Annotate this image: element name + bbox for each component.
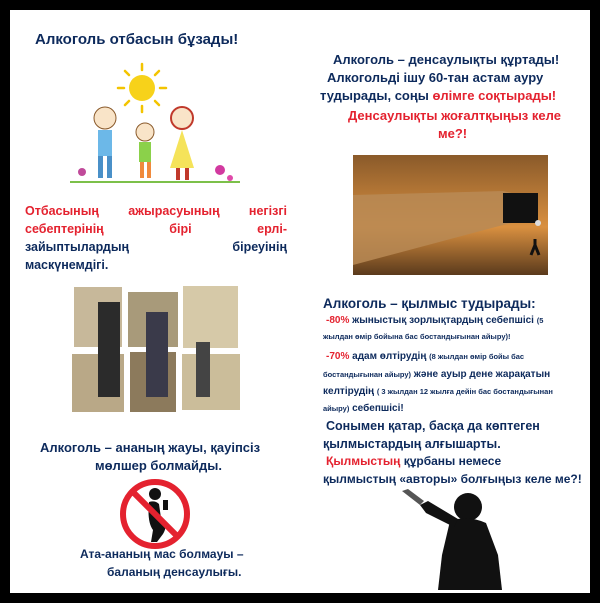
poster-page bbox=[10, 10, 590, 593]
bottle-sunset-photo bbox=[353, 155, 548, 275]
broken-family-photo bbox=[68, 282, 248, 417]
child-health-line-2: баланың денсаулығы. bbox=[107, 565, 242, 579]
divorce-line-1: Отбасының ажырасуының негізгі bbox=[25, 204, 287, 218]
crime-title: Алкоголь – қылмыс тудырады: bbox=[323, 296, 536, 311]
stat-70-line-2: бостандығынан айыру) және ауыр дене жарақатын bbox=[323, 369, 551, 380]
father-figure bbox=[94, 107, 116, 178]
health-line-3: тудырады, соңы өлімге соқтырады! bbox=[320, 88, 557, 103]
stat-70-line-4: айыру) себепшісі! bbox=[323, 403, 404, 414]
victim-line-1: Қылмыстың құрбаны немесе bbox=[326, 454, 502, 468]
stat-80-line-1: -80% жыныстық зорлықтардың себепшісі (5 bbox=[326, 315, 544, 326]
divorce-line-3: зайыптылардың біреуінің bbox=[25, 240, 287, 254]
divorce-line-4: маскүнемдігі. bbox=[25, 258, 109, 272]
health-line-1: Алкоголь – денсаулықты құртады! bbox=[333, 52, 560, 67]
stat-70-line-3: келтірудің ( 3 жылдан 12 жылға дейін бас бостандығынан bbox=[323, 386, 553, 397]
lose-health-line-2: ме?! bbox=[438, 126, 468, 141]
mother-line-2: мөлшер болмайды. bbox=[95, 458, 222, 473]
child-health-line-1: Ата-ананың мас болмауы – bbox=[80, 547, 244, 561]
divorce-line-2: себептерінің бірі ерлі- bbox=[25, 222, 287, 236]
mother-line-1: Алкоголь – ананың жауы, қауіпсіз bbox=[40, 440, 261, 455]
flowers-icon bbox=[70, 165, 240, 182]
victim-line-2: қылмыстың «авторы» болғыңыз келе ме?! bbox=[323, 472, 582, 486]
stat-70-line-1: -70% адам өлтірудің (8 жылдан өмір бойы бас bbox=[326, 351, 525, 362]
stat-80-line-2: жылдан өмір бойына бас бостандығынан айыру)! bbox=[323, 332, 511, 341]
knife-attacker-silhouette bbox=[398, 485, 518, 590]
health-line-2: Алкогольді ішу 60-тан астам ауру bbox=[327, 70, 544, 85]
mother-figure bbox=[170, 107, 194, 180]
lose-health-line-1: Денсаулықты жоғалтқыңыз келе bbox=[348, 108, 561, 123]
also-line-1: Сонымен қатар, басқа да көптеген bbox=[326, 419, 540, 433]
family-drawing bbox=[70, 60, 240, 190]
sun-icon bbox=[118, 64, 166, 112]
child-figure bbox=[136, 123, 154, 178]
no-alcohol-pregnant-icon bbox=[115, 478, 195, 550]
also-line-2: қылмыстардың алғышарты. bbox=[323, 437, 501, 451]
family-title: Алкоголь отбасын бұзады! bbox=[35, 31, 239, 48]
